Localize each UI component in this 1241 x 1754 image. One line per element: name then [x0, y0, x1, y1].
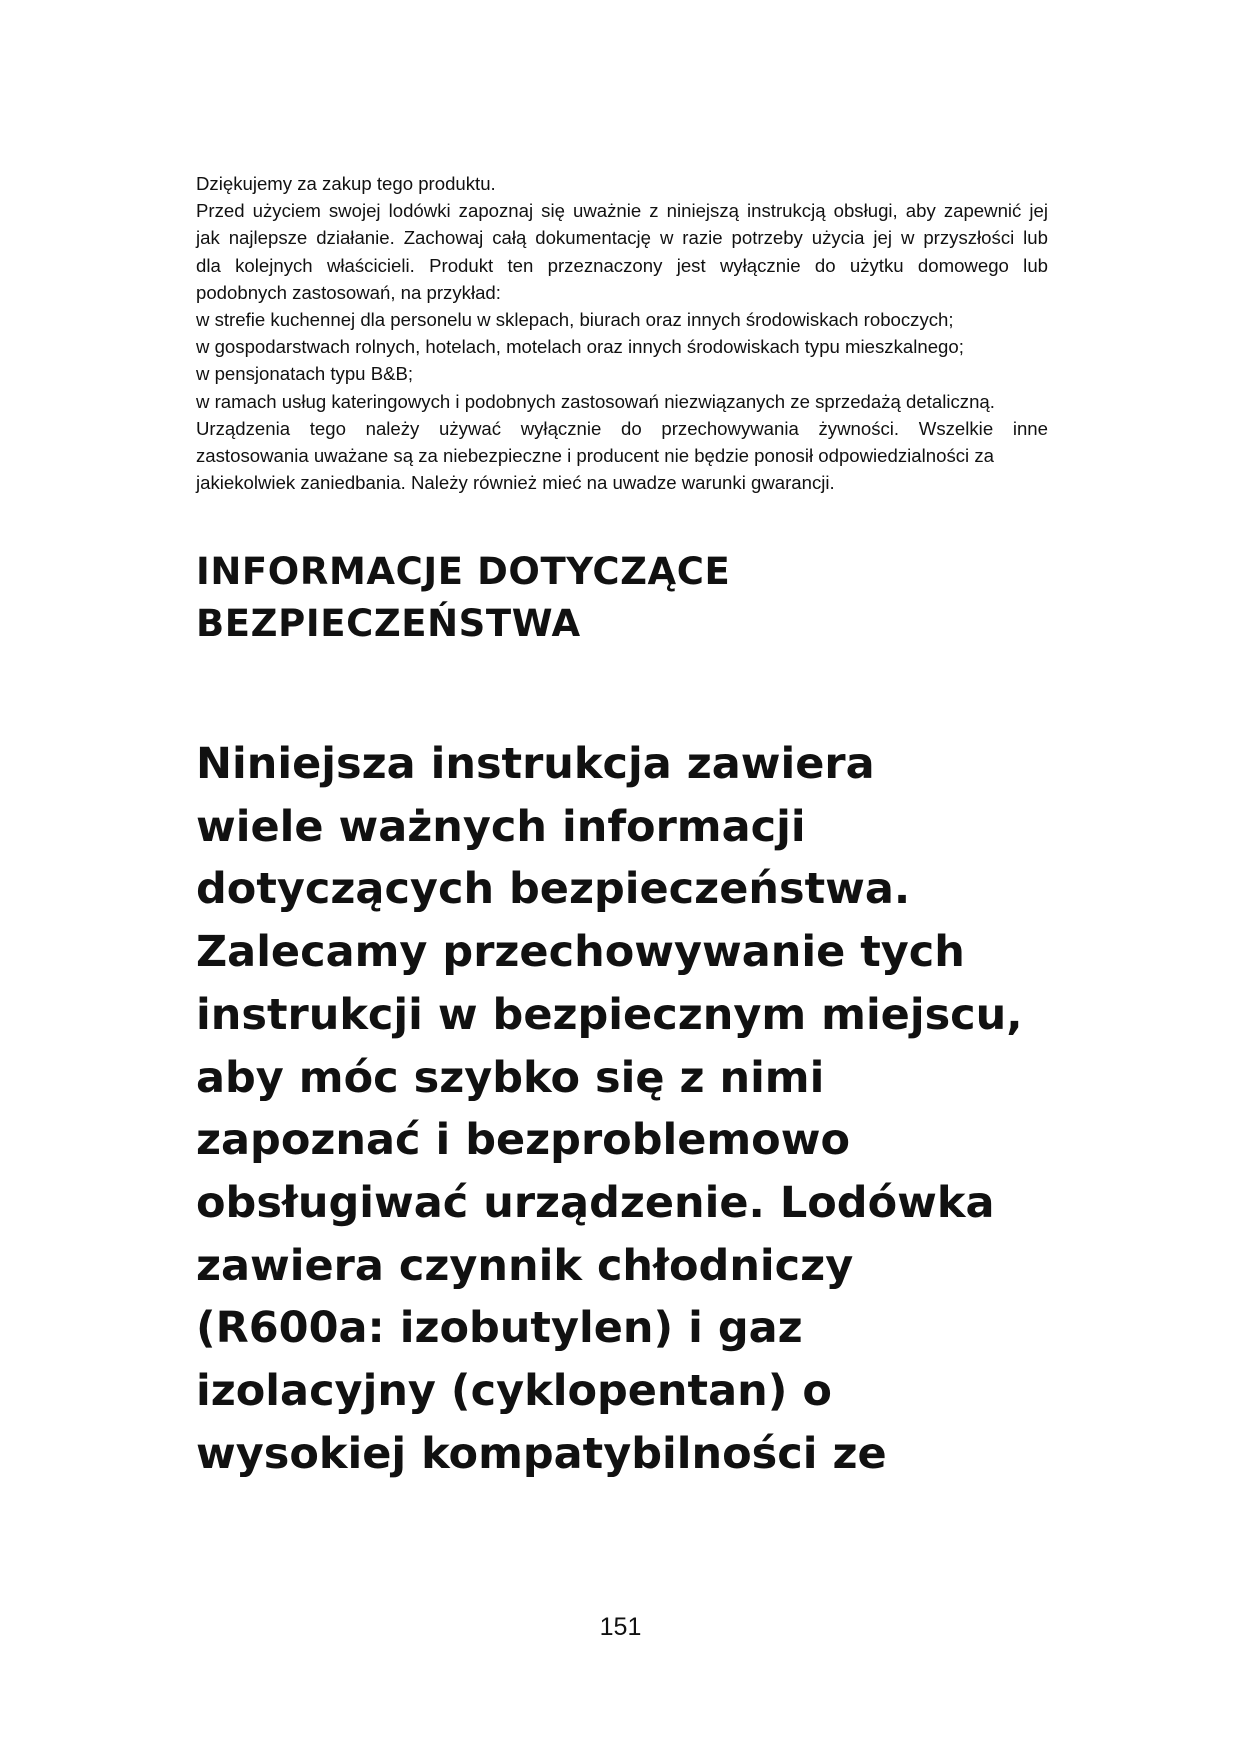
notice-line: aby móc szybko się z nimi: [196, 1052, 825, 1103]
notice-line: wiele ważnych informacji: [196, 801, 806, 852]
notice-line: wysokiej kompatybilności ze: [196, 1428, 887, 1479]
notice-line: zawiera czynnik chłodniczy: [196, 1240, 854, 1291]
intro-line: dla kolejnych właścicieli. Produkt ten przeznaczony jest wyłącznie do użytku domowego lub: [196, 254, 1048, 276]
intro-line: Przed użyciem swojej lodówki zapoznaj się uważnie z niniejszą instrukcją obsługi, aby zapewnić jej: [196, 200, 1048, 222]
intro-line: jakiekolwiek zaniedbania. Należy również mieć na uwadze warunki gwarancji.: [196, 472, 835, 494]
notice-line: instrukcji w bezpiecznym miejscu,: [196, 989, 1023, 1040]
page-number: 151: [599, 1613, 642, 1641]
notice-line: obsługiwać urządzenie. Lodówka: [196, 1177, 995, 1228]
intro-line: w pensjonatach typu B&B;: [196, 363, 414, 385]
intro-line: w strefie kuchennej dla personelu w sklepach, biurach oraz innych środowiskach roboczych;: [196, 309, 954, 331]
intro-line: jak najlepsze działanie. Zachowaj całą dokumentację w razie potrzeby użycia jej w przyszłości lub: [196, 227, 1048, 249]
intro-line: podobnych zastosowań, na przykład:: [196, 281, 501, 303]
notice-line: Niniejsza instrukcja zawiera: [196, 739, 875, 789]
safety-notice-text: [196, 733, 1096, 1485]
safety-section-heading: [196, 546, 1056, 650]
intro-line: zastosowania uważane są za niebezpieczne i producent nie będzie ponosił odpowiedzialności za: [196, 445, 994, 467]
notice-line: dotyczących bezpieczeństwa.: [196, 864, 911, 915]
heading-line: INFORMACJE DOTYCZĄCE: [196, 550, 731, 593]
heading-line: BEZPIECZEŃSTWA: [196, 602, 581, 645]
intro-line: Urządzenia tego należy używać wyłącznie do przechowywania żywności. Wszelkie inne: [196, 417, 1048, 439]
intro-paragraph: [196, 170, 1048, 496]
notice-line: zapoznać i bezproblemowo: [196, 1115, 850, 1166]
intro-line: w gospodarstwach rolnych, hotelach, motelach oraz innych środowiskach typu mieszkalnego;: [196, 336, 964, 358]
intro-line: Dziękujemy za zakup tego produktu.: [196, 173, 496, 194]
intro-line: w ramach usług kateringowych i podobnych zastosowań niezwiązanych ze sprzedażą detaliczną.: [196, 390, 995, 412]
notice-line: (R600a: izobutylen) i gaz: [196, 1303, 803, 1354]
notice-line: izolacyjny (cyklopentan) o: [196, 1366, 832, 1417]
notice-line: Zalecamy przechowywanie tych: [196, 927, 965, 978]
